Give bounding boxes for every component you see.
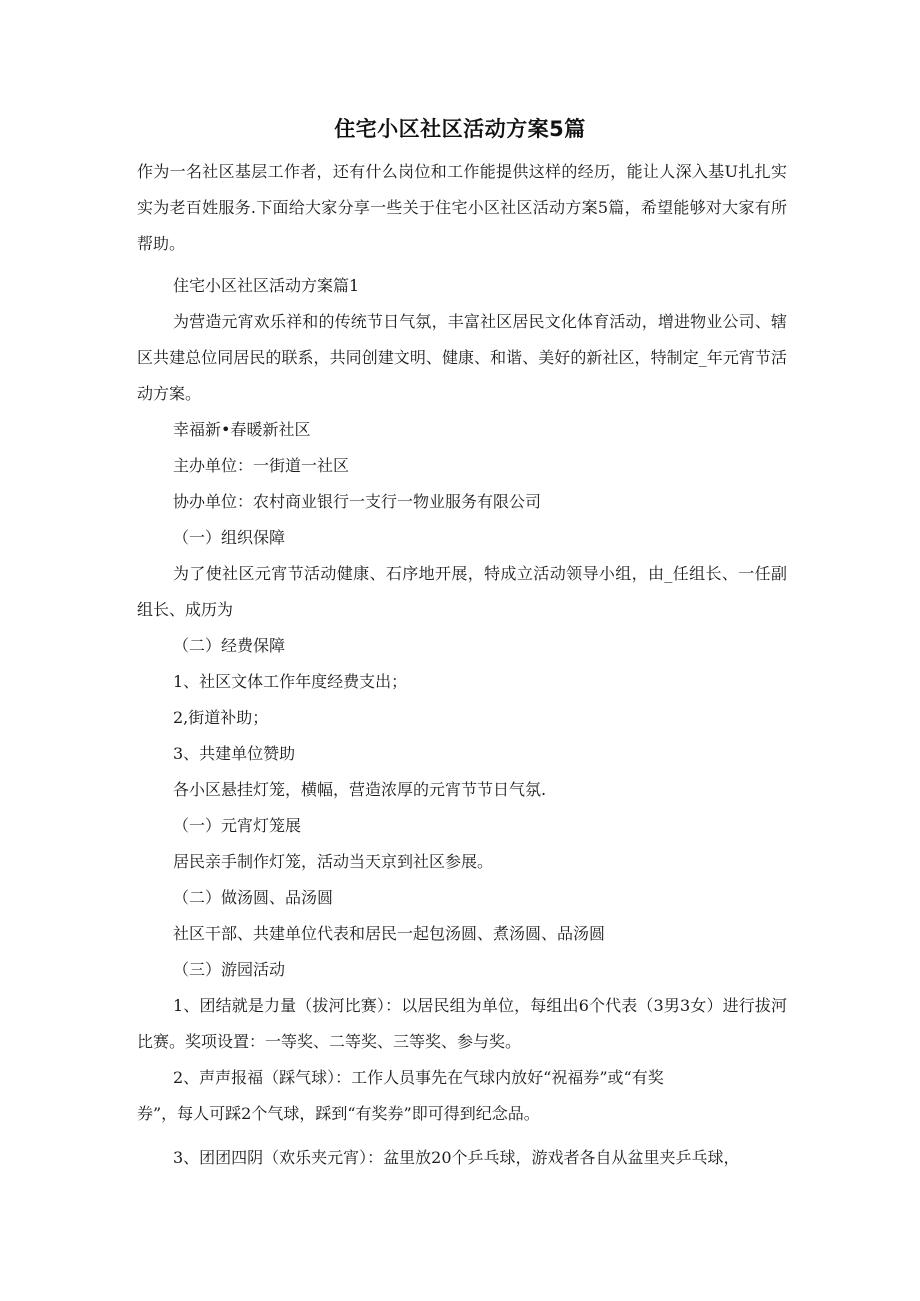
body-paragraph: 为营造元宵欢乐祥和的传统节日气氛，丰富社区居民文化体育活动，增进物业公司、辖区共建总位同居民的联系，共同创建文明、健康、和谐、美好的新社区，特制定_年元宵节活动方案。 — [137, 312, 787, 403]
list-item: 2,街道补助； — [173, 708, 269, 727]
list-item: 3、共建单位赞助 — [173, 744, 296, 763]
body-paragraph: 为了使社区元宵节活动健康、石序地开展，特成立活动领导小组，由_任组长、一任副组长、成历为 — [137, 564, 787, 619]
co-organizer-line: 协办单位：农村商业银行一支行一物业服务有限公司 — [173, 492, 542, 511]
activity-item: 1、团结就是力量（拔河比赛）：以居民组为单位，每组出6个代表（3男3女）进行拔河比赛。奖项设置：一等奖、二等奖、三等奖、参与奖。 — [137, 996, 787, 1051]
document-body — [137, 154, 787, 1176]
body-paragraph: 各小区悬挂灯笼，横幅，营造浓厚的元宵节节日气氛. — [173, 780, 547, 799]
slogan-line: 幸福新•春暖新社区 — [173, 420, 311, 439]
body-paragraph: 社区干部、共建单位代表和居民一起包汤圆、煮汤圆、品汤圆 — [173, 924, 606, 943]
subsection-heading: （一）元宵灯笼展 — [173, 816, 302, 835]
subsection-heading: （二）经费保障 — [173, 636, 286, 655]
activity-item: 2、声声报福（踩气球）：工作人员事先在气球内放好“祝福券”或“有奖 — [173, 1068, 664, 1087]
activity-item: 3、团团四阴（欢乐夹元宵）：盆里放20个乒乓球，游戏者各自从盆里夹乒乓球， — [173, 1148, 740, 1167]
intro-paragraph: 作为一名社区基层工作者，还有什么岗位和工作能提供这样的经历，能让人深入基U扎扎实实为老百姓服务.下面给大家分享一些关于住宅小区社区活动方案5篇，希望能够对大家有所帮助。 — [137, 162, 787, 253]
subsection-heading: （三）游园活动 — [173, 960, 286, 979]
document-title: 住宅小区社区活动方案5篇 — [334, 117, 586, 141]
section-heading: 住宅小区社区活动方案篇1 — [173, 276, 360, 295]
body-paragraph: 居民亲手制作灯笼，活动当天京到社区参展。 — [173, 852, 494, 871]
subsection-heading: （二）做汤圆、品汤圆 — [173, 888, 334, 907]
list-item: 1、社区文体工作年度经费支出； — [173, 672, 408, 691]
organizer-line: 主办单位：一街道一社区 — [173, 456, 350, 475]
subsection-heading: （一）组织保障 — [173, 528, 286, 547]
activity-item-continued: 券”，每人可踩2个气球，踩到“有奖券”即可得到纪念品。 — [137, 1104, 540, 1123]
